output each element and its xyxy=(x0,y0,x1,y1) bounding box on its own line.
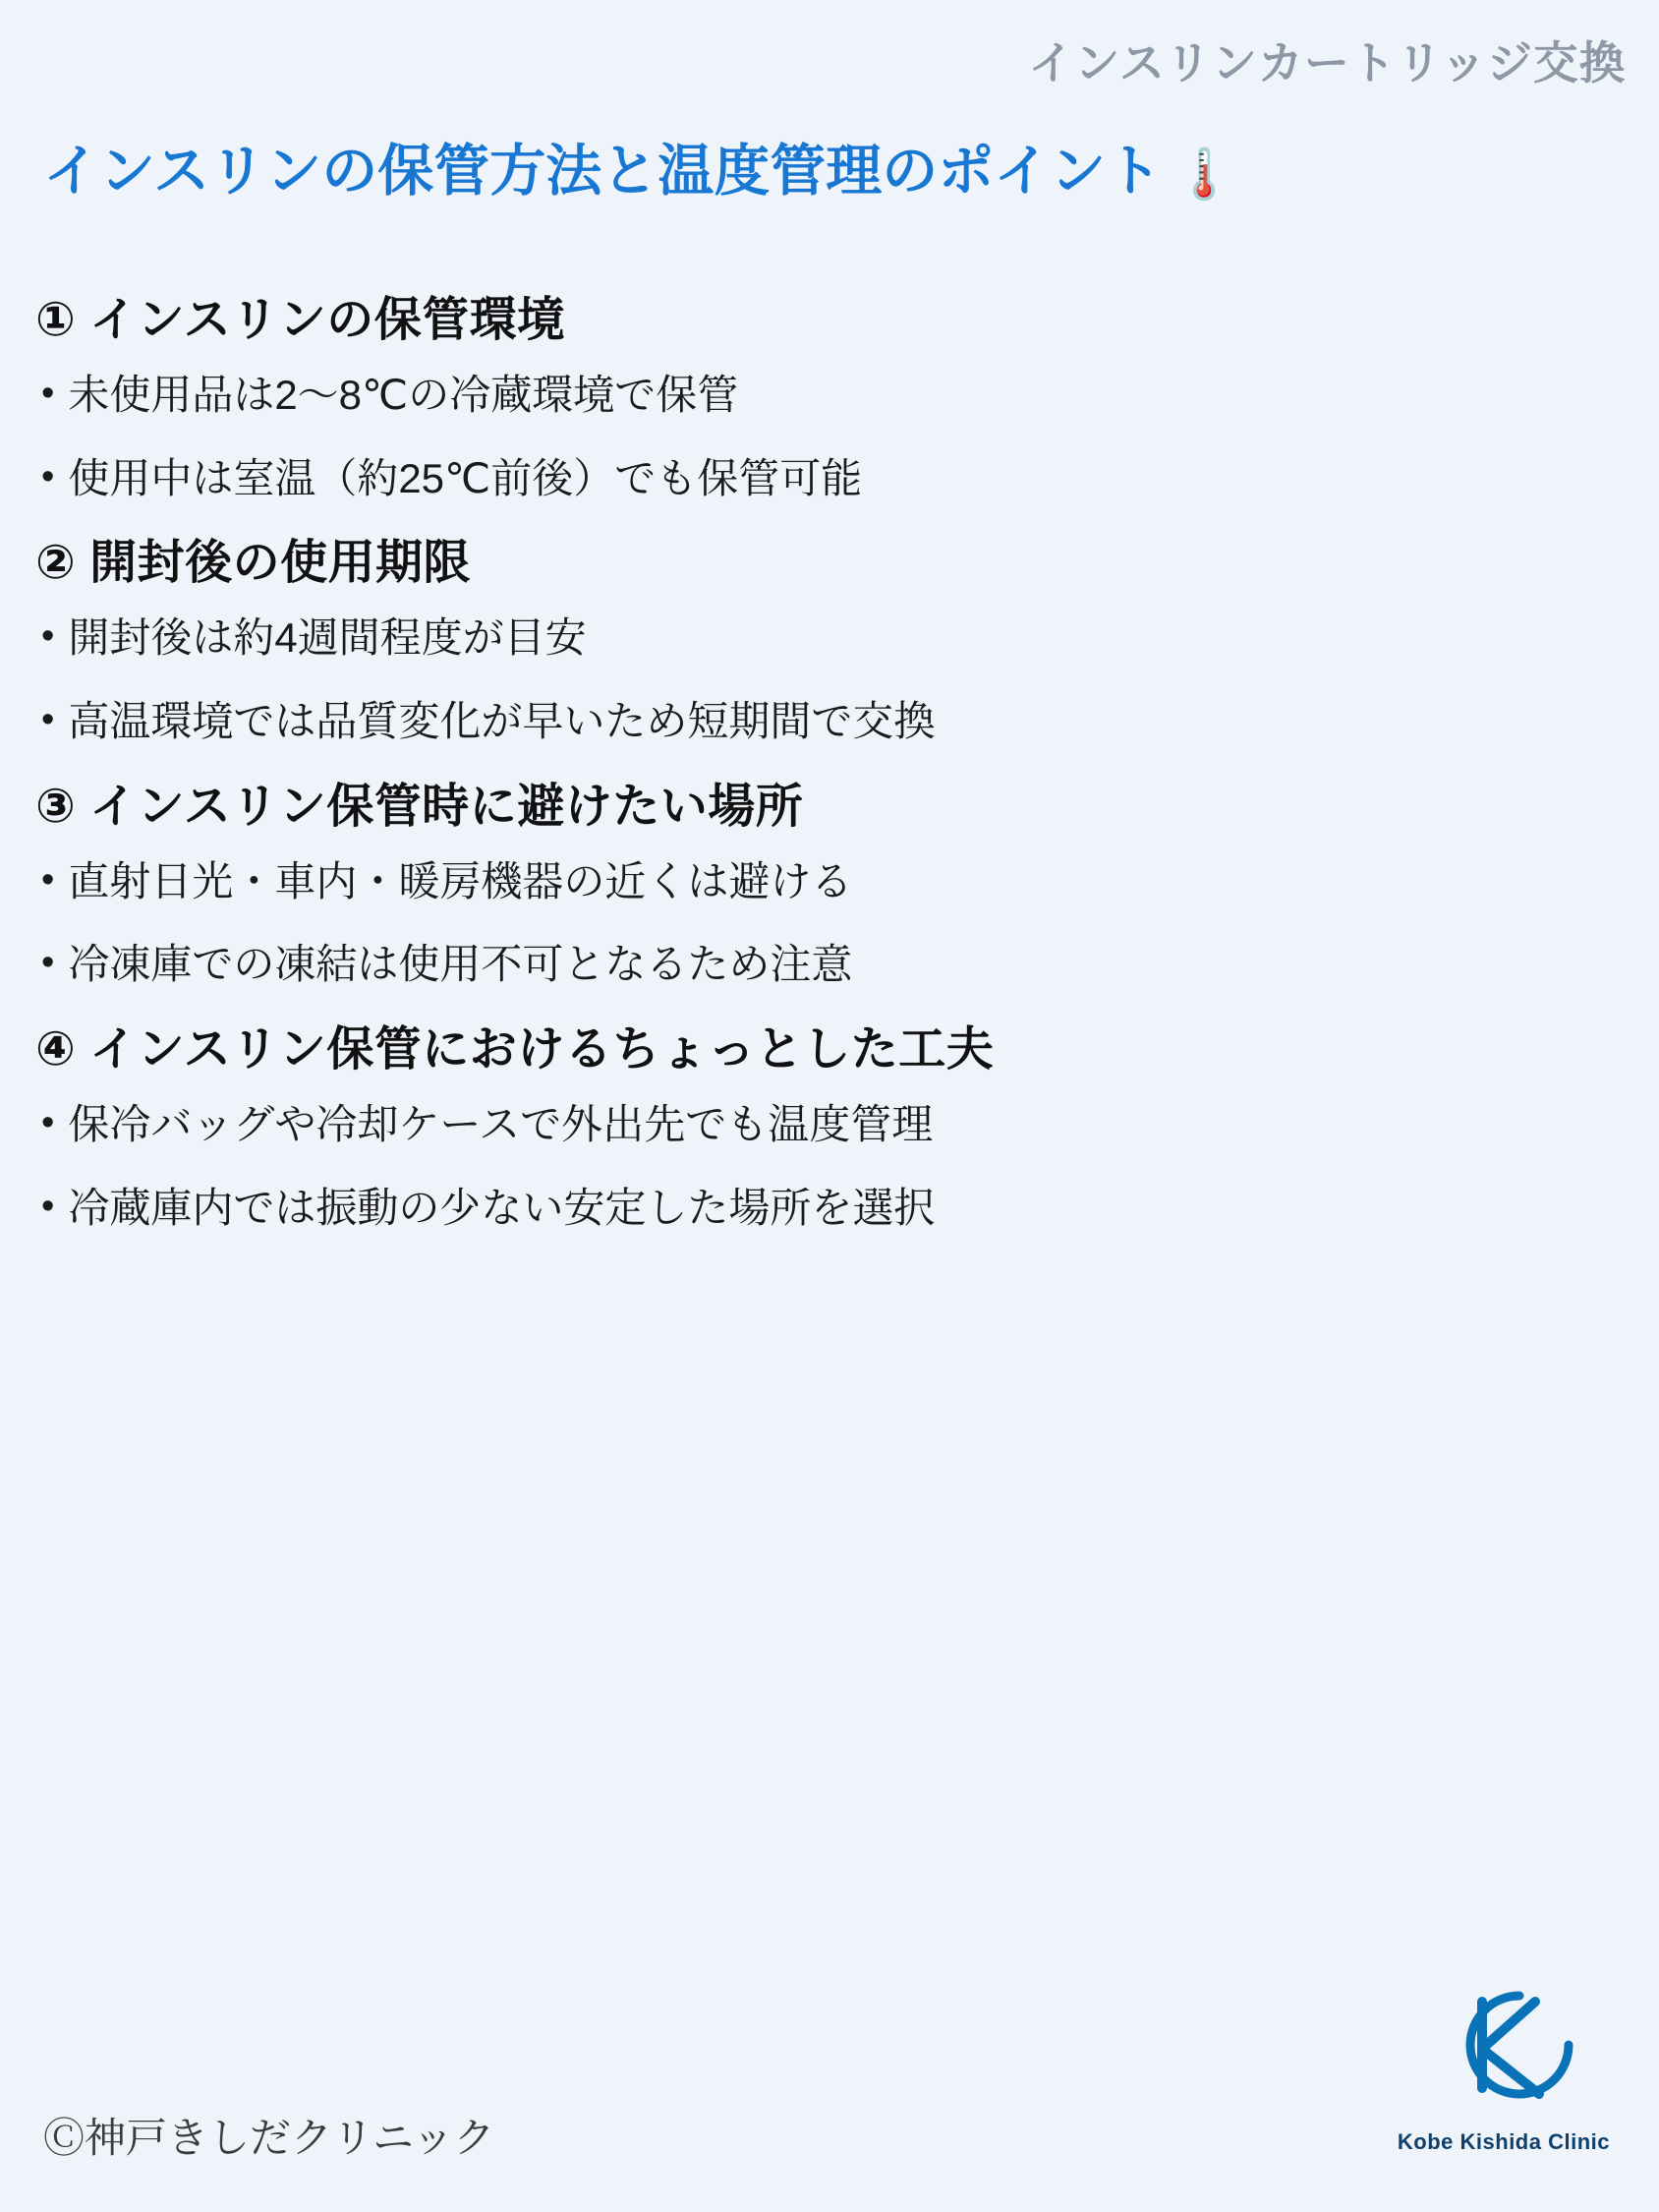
clinic-logo-mark-icon xyxy=(1425,1978,1612,2111)
section-1-bullet-1 xyxy=(35,368,1628,424)
section-4 xyxy=(35,1020,1628,1236)
thermometer-icon: 🌡️ xyxy=(1173,146,1235,203)
content-body xyxy=(35,265,1628,1264)
bullet-dot-icon: • xyxy=(41,942,55,984)
section-4-bullet-2-text: 冷蔵庫内では振動の少ない安定した場所を選択 xyxy=(68,1184,936,1231)
section-1-heading xyxy=(35,291,1628,350)
page-title-text: インスリンの保管方法と温度管理のポイント xyxy=(43,140,1163,203)
section-4-number: ④ xyxy=(35,1023,77,1077)
header-tag: インスリンカートリッジ交換 xyxy=(1028,37,1626,88)
section-2-bullet-2-text: 高温環境では品質変化が早いため短期間で交換 xyxy=(68,698,936,745)
bullet-dot-icon: • xyxy=(41,1185,55,1227)
section-4-heading xyxy=(35,1020,1628,1079)
section-2-bullet-2 xyxy=(35,694,1628,750)
section-4-bullet-2 xyxy=(35,1181,1628,1237)
section-2-bullet-1 xyxy=(35,611,1628,667)
section-1-bullet-2-text: 使用中は室温（約25℃前後）でも保管可能 xyxy=(68,454,863,501)
section-3 xyxy=(35,778,1628,993)
section-1-bullet-2 xyxy=(35,451,1628,507)
section-3-title: インスリン保管時に避けたい場所 xyxy=(89,780,804,833)
section-4-bullet-1-text: 保冷バッグや冷却ケースで外出先でも温度管理 xyxy=(68,1101,934,1148)
clinic-logo-caption: Kobe Kishida Clinic xyxy=(1397,2129,1610,2154)
section-1-title: インスリンの保管環境 xyxy=(89,294,565,346)
bullet-dot-icon: • xyxy=(41,615,55,658)
section-2-heading xyxy=(35,534,1628,593)
section-2-number: ② xyxy=(35,537,77,590)
bullet-dot-icon: • xyxy=(41,858,55,901)
section-3-bullet-1 xyxy=(35,854,1628,910)
section-2 xyxy=(35,534,1628,749)
page-title xyxy=(43,126,1235,206)
copyright-text: Ⓒ神戸きしだクリニック xyxy=(43,2115,495,2161)
section-3-number: ③ xyxy=(35,780,77,833)
section-3-bullet-2-text: 冷凍庫での凍結は使用不可となるため注意 xyxy=(68,941,853,988)
clinic-logo xyxy=(1394,1978,1620,2155)
section-3-heading xyxy=(35,778,1628,837)
bullet-dot-icon: • xyxy=(41,1102,55,1144)
section-3-bullet-2 xyxy=(35,937,1628,993)
bullet-dot-icon: • xyxy=(41,373,55,414)
section-3-bullet-1-text: 直射日光・車内・暖房機器の近くは避ける xyxy=(68,857,853,904)
section-2-title: 開封後の使用期限 xyxy=(89,537,472,590)
section-4-title: インスリン保管におけるちょっとした工夫 xyxy=(89,1023,995,1077)
section-1-number: ① xyxy=(35,294,77,346)
section-1 xyxy=(35,291,1628,506)
section-2-bullet-1-text: 開封後は約4週間程度が目安 xyxy=(68,614,587,662)
bullet-dot-icon: • xyxy=(41,699,55,741)
section-4-bullet-1 xyxy=(35,1097,1628,1153)
section-1-bullet-1-text: 未使用品は2〜8℃の冷蔵環境で保管 xyxy=(68,372,739,418)
bullet-dot-icon: • xyxy=(41,455,55,497)
